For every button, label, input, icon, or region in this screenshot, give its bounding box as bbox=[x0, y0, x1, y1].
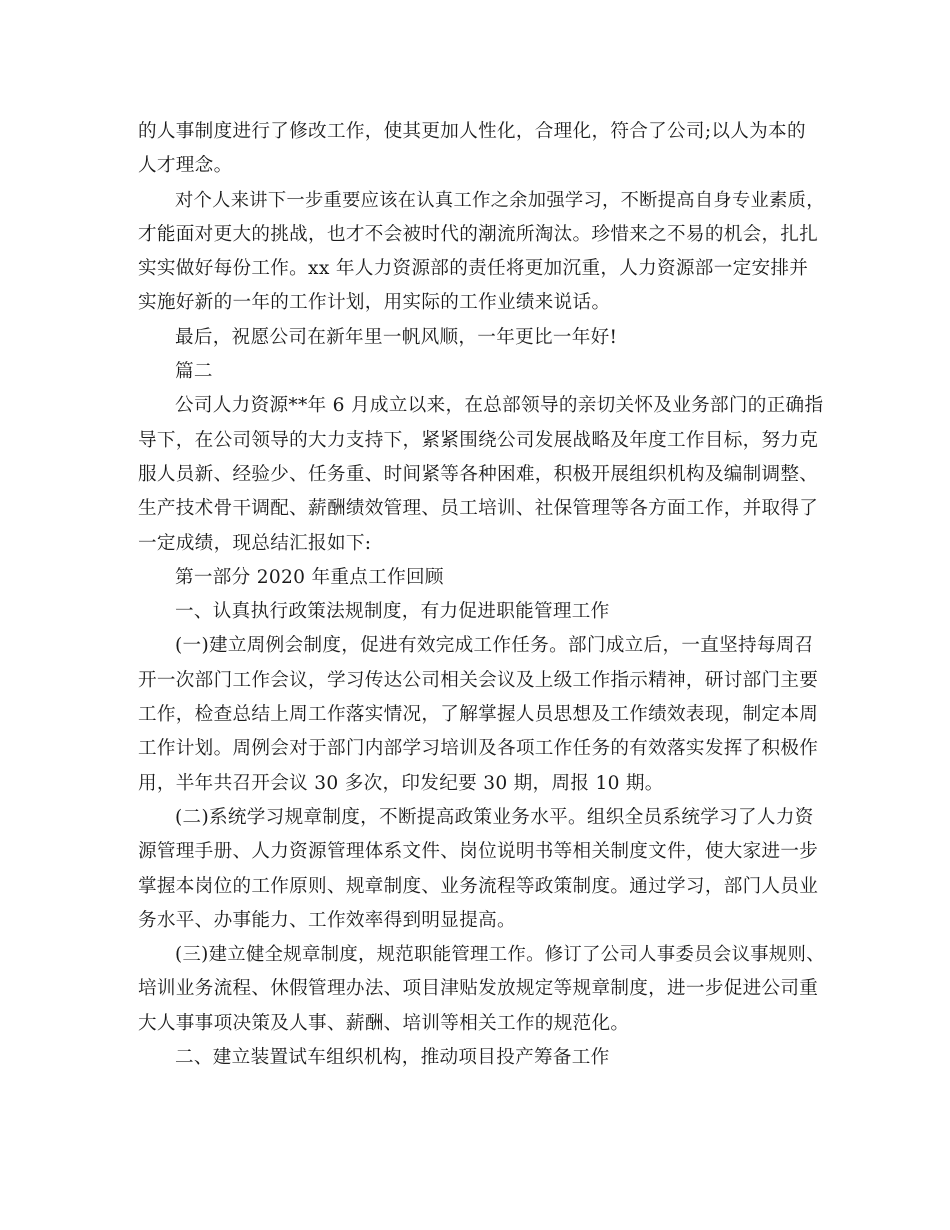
text-line: (一)建立周例会制度，促进有效完成工作任务。部门成立后，一直坚持每周召 bbox=[175, 635, 814, 657]
text-line: 工作，检查总结上周工作落实情况，了解掌握人员思想及工作绩效表现，制定本周 bbox=[138, 704, 819, 726]
section-heading: 二、建立装置试车组织机构，推动项目投产筹备工作 bbox=[175, 1047, 610, 1069]
section-heading: 篇二 bbox=[175, 361, 213, 383]
section-heading: 一、认真执行政策法规制度，有力促进职能管理工作 bbox=[175, 601, 610, 623]
text-line: 公司人力资源**年 6 月成立以来，在总部领导的亲切关怀及业务部门的正确指 bbox=[175, 395, 824, 417]
text-line: 培训业务流程、休假管理办法、项目津贴发放规定等规章制度，进一步促进公司重 bbox=[138, 978, 819, 1000]
text-line: 实实做好每份工作。xx 年人力资源部的责任将更加沉重，人力资源部一定安排并 bbox=[138, 258, 809, 280]
text-line: 用，半年共召开会议 30 多次，印发纪要 30 期，周报 10 期。 bbox=[138, 772, 664, 794]
text-line: 工作计划。周例会对于部门内部学习培训及各项工作任务的有效落实发挥了积极作 bbox=[138, 738, 819, 760]
text-line: 源管理手册、人力资源管理体系文件、岗位说明书等相关制度文件，使大家进一步 bbox=[138, 841, 819, 863]
text-line: 导下，在公司领导的大力支持下，紧紧围绕公司发展战略及年度工作目标，努力克 bbox=[138, 429, 819, 451]
text-line: 生产技术骨干调配、薪酬绩效管理、员工培训、社保管理等各方面工作，并取得了 bbox=[138, 498, 819, 520]
section-heading: 第一部分 2020 年重点工作回顾 bbox=[175, 566, 444, 588]
document-body bbox=[138, 115, 828, 1075]
text-line: 实施好新的一年的工作计划，用实际的工作业绩来说话。 bbox=[138, 292, 611, 314]
text-line: 一定成绩，现总结汇报如下: bbox=[138, 532, 372, 554]
text-line: (二)系统学习规章制度，不断提高政策业务水平。组织全员系统学习了人力资 bbox=[175, 806, 814, 828]
text-line: 开一次部门工作会议，学习传达公司相关会议及上级工作指示精神，研讨部门主要 bbox=[138, 669, 819, 691]
text-line: (三)建立健全规章制度，规范职能管理工作。修订了公司人事委员会议事规则、 bbox=[175, 944, 825, 966]
text-line: 掌握本岗位的工作原则、规章制度、业务流程等政策制度。通过学习，部门人员业 bbox=[138, 875, 819, 897]
text-line: 人才理念。 bbox=[138, 155, 233, 177]
text-line: 服人员新、经验少、任务重、时间紧等各种困难，积极开展组织机构及编制调整、 bbox=[138, 463, 819, 485]
text-line: 务水平、办事能力、工作效率得到明显提高。 bbox=[138, 909, 516, 931]
text-line: 才能面对更大的挑战，也才不会被时代的潮流所淘汰。珍惜来之不易的机会，扎扎 bbox=[138, 223, 819, 245]
text-line: 的人事制度进行了修改工作，使其更加人性化，合理化，符合了公司;以人为本的 bbox=[138, 121, 806, 142]
text-line: 大人事事项决策及人事、薪酬、培训等相关工作的规范化。 bbox=[138, 1012, 630, 1034]
text-line: 对个人来讲下一步重要应该在认真工作之余加强学习，不断提高自身专业素质， bbox=[175, 189, 825, 211]
text-line: 最后，祝愿公司在新年里一帆风顺，一年更比一年好! bbox=[175, 326, 618, 348]
